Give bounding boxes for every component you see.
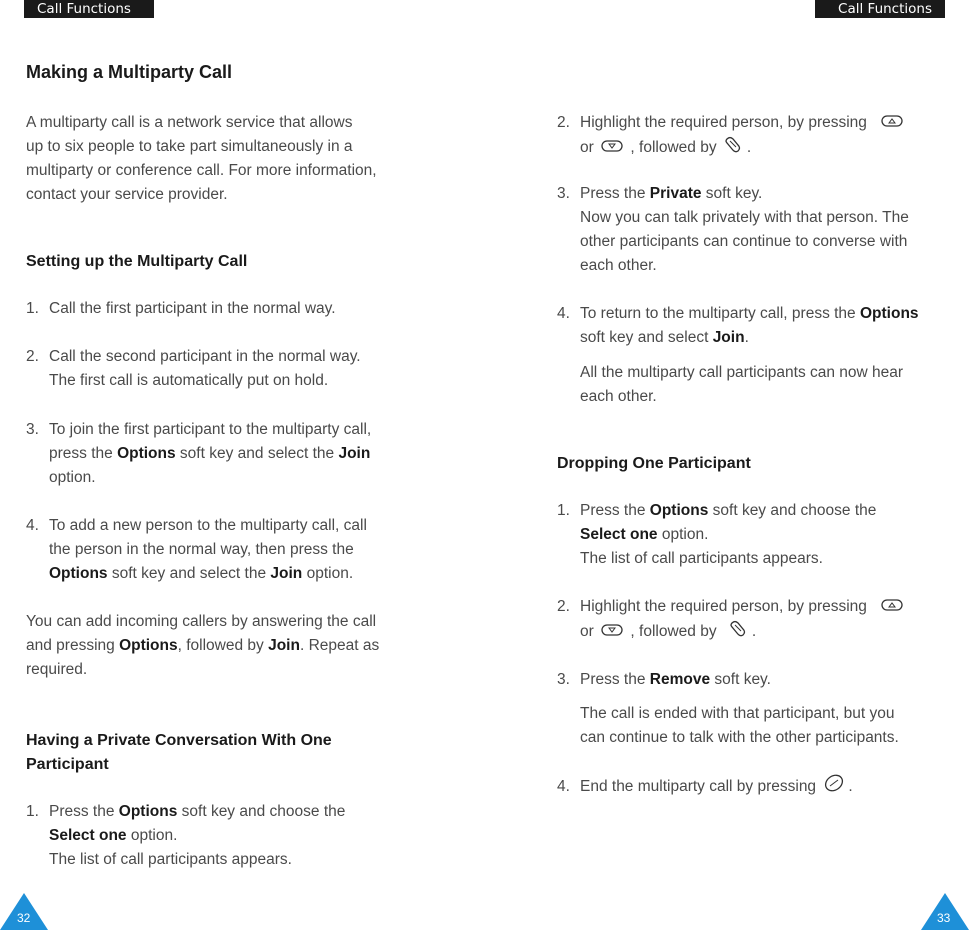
end-call-key-icon (724, 135, 744, 161)
page-number-left: 32 (17, 911, 31, 925)
private-step-4-note: All the multiparty call participants can now hear each other. (580, 364, 904, 405)
setup-heading: Setting up the Multiparty Call (26, 253, 248, 270)
section-tab-right: Call Functions (815, 0, 945, 18)
setup-step-4: 4. To add a new person to the multiparty call, call the person in the normal way, then press the Options soft key and select the Join option. (26, 517, 367, 582)
private-step-4: 4. To return to the multiparty call, press the Options soft key and select Join. (557, 305, 919, 346)
private-step-3: 3. Press the Private soft key. Now you can talk privately with that person. The other participants can continue to converse with each other. (557, 185, 909, 274)
private-step-2: 2. Highlight the required person, by pressing or , followed by . (557, 111, 906, 161)
page-number-right: 33 (937, 911, 951, 925)
drop-step-1: 1. Press the Options soft key and choose the Select one option. The list of call participants appears. (557, 502, 877, 567)
section-tab-left: Call Functions (24, 0, 154, 18)
incoming-paragraph: You can add incoming callers by answering the call and pressing Options, followed by Join. Repeat as required. (26, 613, 380, 678)
private-step-1: 1. Press the Options soft key and choose the Select one option. The list of call participants appears. (26, 803, 346, 868)
drop-step-2: 2. Highlight the required person, by pressing or , followed by . (557, 595, 906, 645)
drop-step-3: 3. Press the Remove soft key. (557, 671, 771, 688)
down-key-icon (601, 620, 623, 644)
setup-step-2: 2. Call the second participant in the normal way. The first call is automatically put on hold. (26, 348, 361, 389)
page-title: Making a Multiparty Call (26, 62, 233, 82)
call-key-icon (823, 773, 845, 801)
end-call-key-icon (729, 619, 749, 645)
drop-step-4: 4. End the multiparty call by pressing . (557, 773, 853, 801)
intro-paragraph: A multiparty call is a network service that allows up to six people to take part simultaneously in a multiparty or conference call. For more information, contact your service provider. (26, 114, 377, 203)
setup-step-1: 1. Call the first participant in the normal way. (26, 300, 336, 317)
setup-step-3: 3. To join the first participant to the multiparty call, press the Options soft key and select the Join option. (26, 421, 372, 486)
drop-heading: Dropping One Participant (557, 455, 751, 472)
down-key-icon (601, 136, 623, 160)
up-key-icon (881, 111, 903, 135)
private-heading: Having a Private Conversation With One Participant (26, 732, 332, 773)
drop-step-3-note: The call is ended with that participant, but you can continue to talk with the other participants. (580, 705, 899, 746)
up-key-icon (881, 595, 903, 619)
